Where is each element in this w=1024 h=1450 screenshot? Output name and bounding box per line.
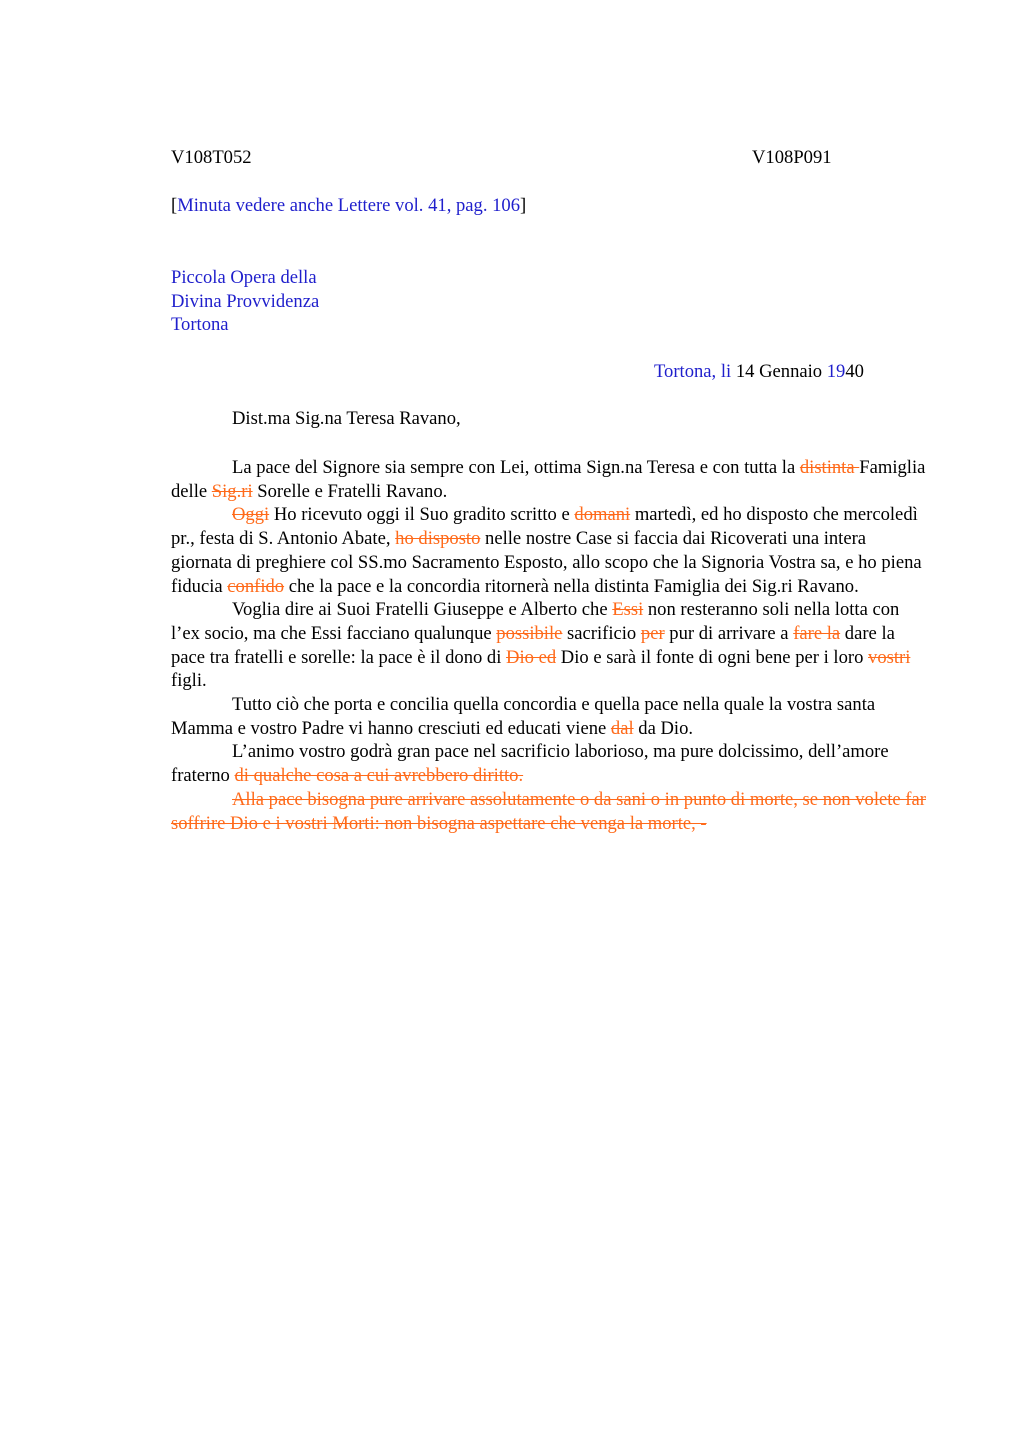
letter-text: da Dio. bbox=[633, 717, 694, 739]
letter-text: Tutto ciò che porta e concilia quella concordia e quella pace nella quale la vostra santa Mamma e vostro Padre vi hanno cresciuti ed educati viene bbox=[171, 694, 876, 739]
deleted-text: Dio ed bbox=[506, 646, 557, 668]
letter-text: Sorelle e Fratelli Ravano. bbox=[252, 480, 448, 502]
deleted-text: Sig.ri bbox=[211, 480, 253, 502]
letter-paragraph bbox=[171, 456, 931, 503]
note-text: Minuta vedere anche Lettere vol. 41, pag. 106 bbox=[177, 195, 521, 216]
dateline bbox=[654, 361, 864, 383]
dateline-year-rest: 40 bbox=[845, 361, 864, 382]
letter-text: non resteranno soli nella lotta con l’ex socio, ma che Essi facciano qualunque bbox=[171, 599, 900, 644]
deleted-text: domani bbox=[574, 504, 631, 526]
letter-paragraph bbox=[171, 503, 931, 598]
sender-line: Divina Provvidenza bbox=[171, 290, 320, 312]
deleted-text: ho disposto bbox=[395, 528, 481, 550]
letter-text: figli. bbox=[171, 670, 207, 692]
letter-text: che la pace e la concordia ritornerà nella distinta Famiglia dei Sig.ri Ravano. bbox=[284, 575, 859, 597]
document-code-right: V108P091 bbox=[752, 147, 832, 168]
letter-paragraph bbox=[171, 788, 931, 835]
letter-text: L’animo vostro godrà gran pace nel sacrificio laborioso, ma pure dolcissimo, dell’amore fraterno bbox=[171, 741, 889, 787]
letter-text: martedì, ed ho disposto che mercoledì pr., festa di S. Antonio Abate, bbox=[171, 504, 918, 550]
letter-text: nelle nostre Case si faccia dai Ricoverati una intera giornata di preghiere col SS.mo Sacramento Esposto, allo scopo che la Signoria Vostra sa, e ho piena fiducia bbox=[171, 528, 922, 597]
deleted-text: confido bbox=[227, 575, 285, 597]
dateline-day-month: 14 Gennaio bbox=[731, 361, 827, 382]
note-close-bracket: ] bbox=[520, 195, 527, 216]
sender-line: Piccola Opera della bbox=[171, 267, 317, 288]
dateline-year-printed: 19 bbox=[826, 361, 846, 382]
letter-text: Famiglia delle bbox=[171, 457, 926, 502]
letter-paragraph bbox=[171, 598, 931, 693]
sender-block bbox=[171, 266, 319, 337]
letter-text: La pace del Signore sia sempre con Lei, ottima Sign.na Teresa e con tutta la bbox=[232, 457, 800, 478]
letter-text: Voglia dire ai Suoi Fratelli Giuseppe e Alberto che bbox=[232, 599, 613, 621]
letter-text: dare la pace tra fratelli e sorelle: la pace è il dono di bbox=[171, 622, 895, 668]
letter-body bbox=[171, 456, 931, 835]
letter-text: sacrificio bbox=[562, 622, 641, 644]
salutation: Dist.ma Sig.na Teresa Ravano, bbox=[232, 408, 461, 429]
sender-line: Tortona bbox=[171, 314, 229, 336]
deleted-text: per bbox=[640, 622, 665, 644]
letter-text: Ho ricevuto oggi il Suo gradito scritto e bbox=[269, 504, 575, 526]
letter-text: pur di arrivare a bbox=[664, 622, 794, 644]
editor-note bbox=[171, 195, 526, 217]
deleted-text: di qualche cosa a cui avrebbero diritto. bbox=[234, 765, 524, 787]
deleted-text: vostri bbox=[868, 646, 911, 668]
deleted-text: Alla pace bisogna pure arrivare assolutamente o da sani o in punto di morte, se non volete far soffrire Dio e i vostri Morti: non bisogna aspettare che venga la morte, - bbox=[171, 788, 926, 834]
deleted-text: possibile bbox=[496, 622, 563, 644]
letter-paragraph bbox=[171, 740, 931, 787]
deleted-text: dal bbox=[610, 717, 634, 739]
deleted-text: Oggi bbox=[232, 504, 270, 526]
dateline-place: Tortona, li bbox=[654, 361, 732, 382]
letter-paragraph bbox=[171, 693, 931, 740]
deleted-text: distinta bbox=[799, 457, 860, 478]
letter-text: Dio e sarà il fonte di ogni bene per i loro bbox=[556, 646, 869, 668]
note-open-bracket: [ bbox=[171, 195, 178, 216]
document-code-left: V108T052 bbox=[171, 147, 252, 168]
deleted-text: Essi bbox=[612, 599, 644, 621]
deleted-text: fare la bbox=[793, 622, 841, 644]
